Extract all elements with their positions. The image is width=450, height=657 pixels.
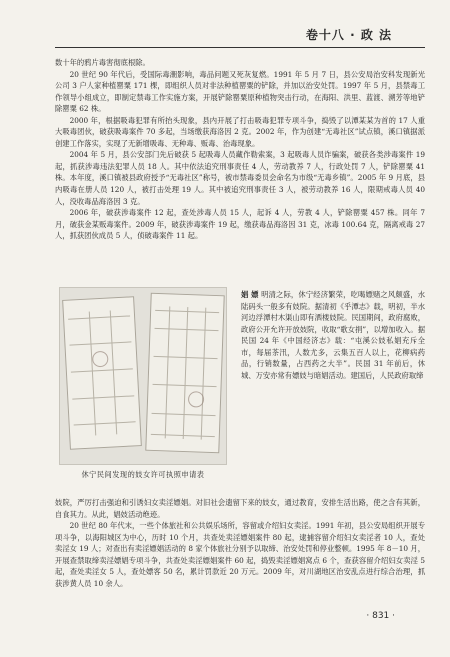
- section-tag: 娼 嫖: [241, 290, 259, 299]
- paragraph: 20 世纪 90 年代后，受国际毒潮影响，毒品问题又死灰复燃。1991 年 5 月 7 日，县公安局治安科发现新光公司 3 户人家种植罂粟 171 棵，即组织人员对非法种植罂粟的铲除，并加以治安处罚。1997 年 5 月，县禁毒工作领导小组成立，即制定禁毒工作实施方案，开展铲除罂粟原种植物突击行动，在海阳、洪里、蓝渡、溯芳等地铲除罂粟 62 株。: [55, 69, 425, 114]
- paragraph: 20 世纪 80 年代末，一些个体旅社和公共娱乐场所，容留或介绍妇女卖淫。1991 年初，县公安局组织开展专项斗争，以海阳城区为中心，历时 10 个月，共查处卖淫嫖娼案件 80 起，逮捕容留介绍妇女卖淫者 10 人，查处卖淫女 19 人；对查出有卖淫嫖娼活动的 8 家个体旅社分别予以取缔、治安处罚和停业整顿。1995 年 8－10 月，开展查禁取缔卖淫嫖娼专项斗争，共查处卖淫嫖娼案件 60 起，捣毁卖淫嫖娼窝点 6 个，查获容留介绍妇女卖淫 5 起，查处卖淫女 5 人，查处嫖客 50 名，累计罚款近 20 万元。2009 年，对川湖地区治安乱点进行综合治理，抓获涉黄人员 10 余人。: [55, 521, 425, 588]
- main-text-top: [55, 57, 425, 242]
- paragraph: 数十年的鸦片毒害彻底根除。: [55, 58, 150, 67]
- historical-document-photo: [59, 287, 227, 465]
- paragraph: 2004 年 5 月，县公安部门先后破获 5 起吸毒人员藏作勒索案，3 起吸毒人员诈骗案，破获各类涉毒案件 19 起，抓获涉毒违法犯罪人员 18 人。其中依法追究刑事责任 4 人，劳动教养 7 人，行政处罚 7 人，铲除罂粟 41 株。本年度，溪口镇被县政府授予“无毒社区”称号，被市禁毒委员会命名为市级“无毒乡镇”。2005 年 9 月底，县内吸毒在册人员 120 人，被打击处理 19 人。其中被追究刑事责任 3 人，被劳动教养 16 人，限期戒毒人员 40 人，没收毒品海洛因 3 克。: [55, 150, 425, 206]
- paragraph: 2000 年，根据吸毒犯罪有所抬头现象，县内开展了打击吸毒犯罪专项斗争，捣毁了以潭某某为首的 17 人重大吸毒团伙，破获吸毒案件 70 多起，当场缴获海洛因 2 克。2002 年，作为创建“无毒社区”试点镇，溪口镇据派创建工作落实，实现了无新增吸毒、无种毒、贩毒、治毒现象。: [55, 115, 425, 148]
- side-column-body: 明清之际，休宁经济繁荣，吃喝嫖赌之风颇盛，水陆码头一般多有妓院。据清初《乎潭志》载，明初，半水河边浮潭村木渠山即有洒楼妓院。民国期间，政府腐败，政府公开允许开放妓院，收取“歌女捐”，以增加收入。据民国 24 年《中国经济志》载：“屯溪公妓私娼充斥全市，每届茶汛，人数尤多，云集五百人以上，花柳病药品，行销数量，占西药之大半”。民国 31 年前后，休城、万安亦常有嫖妓与暗娼活动。建国后，人民政府取缔: [241, 290, 425, 380]
- document-sheet-left: [62, 296, 142, 450]
- paragraph: 妓院，严厉打击强迫和引诱妇女卖淫嫖娼。对旧社会遗留下来的妓女，通过教育，安排生活出路，使之含有其新，自食其力。从此，娼妓活动绝迹。: [55, 498, 425, 519]
- main-text-bottom: [55, 497, 425, 589]
- header-rule: [55, 47, 425, 48]
- figure-caption: 休宁民间发现的妓女许可执照申请表: [81, 470, 205, 479]
- side-column-text: [241, 289, 425, 381]
- stamp-icon: [92, 351, 109, 368]
- paragraph: 2006 年，破获涉毒案件 12 起，查处涉毒人员 15 人，起诉 4 人，劳教 4 人，铲除罂粟 457 株。同年 7 月，破获金某贩毒案件。2009 年，破获涉毒案件 19 起，缴获毒品海洛因 31 克，冰毒 100.64 克，隔离戒毒 27 人，抓获团伙成员 5 人，侦破毒案件 11 起。: [55, 208, 425, 241]
- document-sheet-right: [145, 293, 224, 453]
- running-header-title: 卷十八 · 政 法: [305, 28, 392, 42]
- figure: [55, 287, 231, 492]
- page-number: · 831 ·: [366, 611, 395, 621]
